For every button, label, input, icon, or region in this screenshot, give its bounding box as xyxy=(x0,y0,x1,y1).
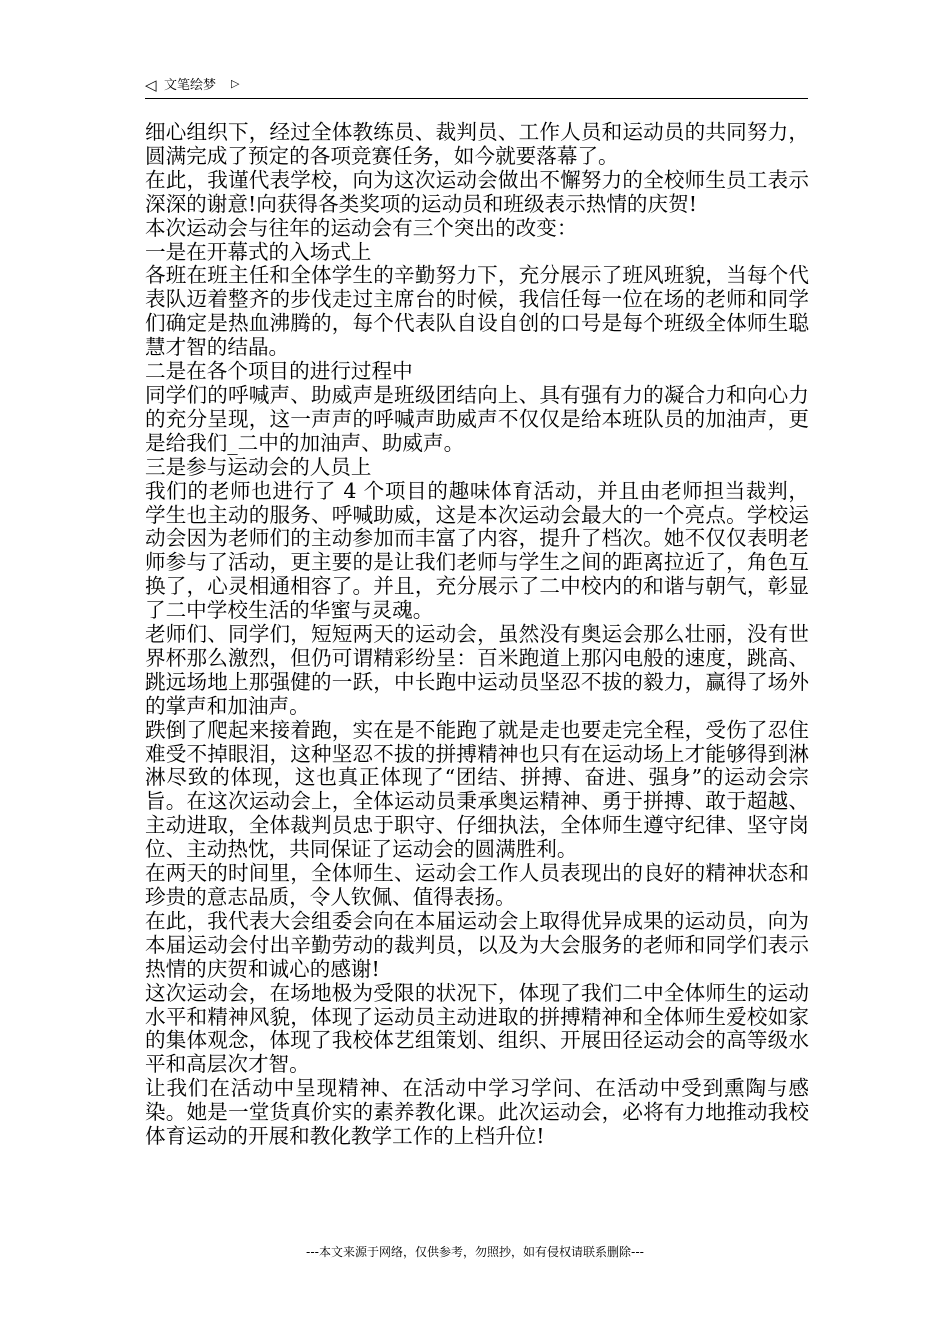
paragraph: 我们的老师也进行了 4 个项目的趣味体育活动，并且由老师担当裁判，学生也主动的服务、呼喊助威，这是本次运动会最大的一个亮点。学校运动会因为老师们的主动参加而丰富了内容，提升了档次。她不仅仅表明老师参与了活动，更主要的是让我们老师与学生之间的距离拉近了，角色互换了，心灵相通相容了。并且，充分展示了二中校内的和谐与朝气，彰显了二中学校生活的华蜜与灵魂。 xyxy=(145,478,809,623)
paragraph: 本次运动会与往年的运动会有三个突出的改变： xyxy=(145,215,578,240)
paragraph: 在此，我代表大会组委会向在本届运动会上取得优异成果的运动员，向为本届运动会付出辛勤劳动的裁判员，以及为大会服务的老师和同学们表示热情的庆贺和诚心的感谢! xyxy=(145,908,809,981)
paragraph: 跌倒了爬起来接着跑，实在是不能跑了就是走也要走完全程，受伤了忍住难受不掉眼泪，这种坚忍不拔的拼搏精神也只有在运动场上才能够得到淋淋尽致的体现，这也真正体现了“团结、拼搏、奋进、强身”的运动会宗旨。在这次运动会上，全体运动员秉承奥运精神、勇于拼搏、敢于超越、主动进取，全体裁判员忠于职守、仔细执法，全体师生遵守纪律、坚守岗位、主动热忱，共同保证了运动会的圆满胜利。 xyxy=(145,717,809,862)
page-header xyxy=(145,74,808,99)
paragraph: 细心组织下，经过全体教练员、裁判员、工作人员和运动员的共同努力，圆满完成了预定的各项竞赛任务，如今就要落幕了。 xyxy=(145,120,809,168)
section-heading: 一是在开幕式的入场式上 xyxy=(145,239,372,264)
paragraph: 老师们、同学们，短短两天的运动会，虽然没有奥运会那么壮丽，没有世界杯那么激烈，但仍可谓精彩纷呈：百米跑道上那闪电般的速度，跳高、跳远场地上那强健的一跃，中长跑中运动员坚忍不拔的毅力，赢得了场外的掌声和加油声。 xyxy=(145,622,809,718)
triangle-right-icon: ▷ xyxy=(231,77,240,90)
paragraph: 同学们的呼喊声、助威声是班级团结向上、具有强有力的凝合力和向心力的充分呈现，这一声声的呼喊声助威声不仅仅是给本班队员的加油声，更是给我们_二中的加油声、助威声。 xyxy=(145,382,809,455)
section-heading: 二是在各个项目的进行过程中 xyxy=(145,359,413,384)
page-footer: ---本文来源于网络，仅供参考，勿照抄，如有侵权请联系删除--- xyxy=(306,1245,644,1259)
section-heading: 三是参与运动会的人员上 xyxy=(145,454,372,479)
paragraph: 在两天的时间里，全体师生、运动会工作人员表现出的良好的精神状态和珍贵的意志品质，令人钦佩、值得表扬。 xyxy=(145,861,809,909)
paragraph: 这次运动会，在场地极为受限的状况下，体现了我们二中全体师生的运动水平和精神风貌，体现了运动员主动进取的拼搏精神和全体师生爱校如家的集体观念，体现了我校体艺组策划、组织、开展田径运动会的高等级水平和高层次才智。 xyxy=(145,980,809,1077)
paragraph: 各班在班主任和全体学生的辛勤努力下，充分展示了班风班貌，当每个代表队迈着整齐的步伐走过主席台的时候，我信任每一位在场的老师和同学们确定是热血沸腾的，每个代表队自设自创的口号是每个班级全体师生聪慧才智的结晶。 xyxy=(145,263,809,360)
paragraph: 在此，我谨代表学校，向为这次运动会做出不懈努力的全校师生员工表示深深的谢意!向获得各类奖项的运动员和班级表示热情的庆贺! xyxy=(145,167,809,216)
triangle-left-icon: ◁ xyxy=(145,76,157,94)
header-title: 文笔绘梦 xyxy=(164,78,217,93)
document-body xyxy=(145,121,809,1149)
paragraph: 让我们在活动中呈现精神、在活动中学习学问、在活动中受到熏陶与感染。她是一堂货真价实的素养教化课。此次运动会，必将有力地推动我校体育运动的开展和教化教学工作的上档升位! xyxy=(145,1076,809,1149)
